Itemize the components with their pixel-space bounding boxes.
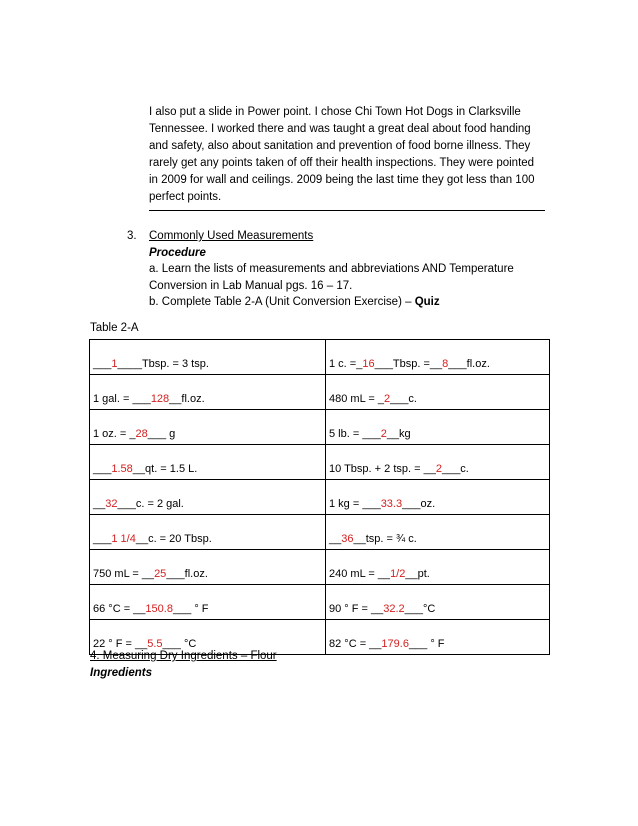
paragraph-line: in 2009 for wall and ceilings. 2009 being the last time they got less than 100 — [149, 174, 535, 186]
quiz-label: Quiz — [414, 296, 440, 308]
cell-text: ___ — [93, 463, 112, 475]
cell-text: ___c. = 2 gal. — [117, 498, 184, 510]
cell-text: 1 c. =_ — [329, 358, 363, 370]
cell-text: 750 mL = __ — [93, 568, 155, 580]
cell-text: __c. = 20 Tbsp. — [135, 533, 212, 545]
cell-text: ___ — [93, 533, 112, 545]
table-row — [90, 480, 550, 515]
cell-text: 240 mL = __ — [329, 568, 391, 580]
intro-paragraph — [149, 104, 549, 206]
cell-text: 22 ° F = __ — [93, 638, 148, 650]
table-cell — [326, 480, 550, 515]
answer-value: 32.2 — [383, 603, 405, 615]
answer-value: 150.8 — [145, 603, 173, 615]
answer-value: 33.3 — [380, 498, 403, 510]
section-title: Commonly Used Measurements — [149, 230, 314, 242]
paragraph-line: I also put a slide in Power point. I chose Chi Town Hot Dogs in Clarksville — [149, 106, 521, 118]
table-cell — [90, 585, 326, 620]
cell-text: __ — [329, 533, 342, 545]
cell-text: 82 °C = __ — [329, 638, 382, 650]
table-cell — [90, 515, 326, 550]
table-cell — [90, 375, 326, 410]
answer-value: 25 — [154, 568, 167, 580]
table-cell — [90, 445, 326, 480]
ingredients-label: Ingredients — [90, 667, 152, 679]
cell-text: __kg — [386, 428, 411, 440]
answer-value: 128 — [150, 393, 170, 405]
table-cell — [326, 445, 550, 480]
cell-text: ___ g — [147, 428, 176, 440]
answer-value: 179.6 — [381, 638, 409, 650]
table-cell — [326, 620, 550, 655]
cell-text: 66 °C = __ — [93, 603, 146, 615]
answer-value: 1/2 — [390, 568, 406, 580]
table-row — [90, 340, 550, 375]
step-b-text: b. Complete Table 2-A (Unit Conversion Exercise) – — [149, 296, 415, 308]
table-row — [90, 445, 550, 480]
table-cell — [90, 480, 326, 515]
table-row — [90, 515, 550, 550]
table-cell — [326, 410, 550, 445]
answer-value: 1 — [111, 358, 118, 370]
table-caption: Table 2-A — [90, 322, 139, 334]
answer-value: 28 — [135, 428, 148, 440]
paragraph-line: perfect points. — [149, 191, 222, 203]
section-4-title: 4. Measuring Dry Ingredients – Flour — [90, 650, 277, 662]
cell-text: ___ — [93, 358, 112, 370]
cell-text: __ — [93, 498, 106, 510]
step-b — [149, 294, 549, 311]
table-cell — [326, 515, 550, 550]
section-4 — [90, 648, 277, 682]
cell-text: ___c. — [441, 463, 469, 475]
answer-value: 1.58 — [111, 463, 133, 475]
cell-text: __qt. = 1.5 L. — [132, 463, 198, 475]
table-row — [90, 550, 550, 585]
procedure-label: Procedure — [149, 246, 206, 259]
table-cell — [90, 340, 326, 375]
cell-text: 1 kg = ___ — [329, 498, 381, 510]
cell-text: 1 oz. = _ — [93, 428, 136, 440]
answer-value: 2 — [380, 428, 387, 440]
cell-text: 480 mL = _ — [329, 393, 384, 405]
cell-text: 90 ° F = __ — [329, 603, 384, 615]
paragraph-line: rarely get any points taken of off their health inspections. They were pointed — [149, 157, 535, 169]
cell-text: __fl.oz. — [169, 393, 205, 405]
table-row — [90, 410, 550, 445]
answer-value: 36 — [341, 533, 354, 545]
cell-text: __pt. — [405, 568, 430, 580]
table-row — [90, 375, 550, 410]
answer-value: 2 — [435, 463, 442, 475]
answer-value: 32 — [105, 498, 118, 510]
cell-text: ___ ° F — [172, 603, 209, 615]
answer-value: 8 — [442, 358, 449, 370]
cell-text: 10 Tbsp. + 2 tsp. = __ — [329, 463, 436, 475]
conversion-table — [89, 339, 550, 655]
cell-text: __tsp. = ¾ c. — [353, 533, 417, 545]
cell-text: ___°C — [404, 603, 436, 615]
table-cell — [326, 375, 550, 410]
step-a-line: a. Learn the lists of measurements and abbreviations AND Temperature — [149, 263, 514, 275]
cell-text: ___fl.oz. — [448, 358, 490, 370]
table-cell — [90, 550, 326, 585]
answer-value: 1 1/4 — [111, 533, 136, 545]
table-cell — [326, 550, 550, 585]
step-a-line: Conversion in Lab Manual pgs. 16 – 17. — [149, 279, 353, 292]
cell-text: ___oz. — [402, 498, 436, 510]
answer-value: 16 — [362, 358, 375, 370]
table-cell — [326, 585, 550, 620]
section-number: 3. — [127, 230, 137, 242]
cell-text: 5 lb. = ___ — [329, 428, 381, 440]
table-cell — [90, 410, 326, 445]
cell-text: ___ ° F — [408, 638, 445, 650]
paragraph-line: Tennessee. I worked there and was taught a great deal about food handing — [149, 123, 531, 135]
cell-text: ___Tbsp. =__ — [374, 358, 443, 370]
cell-text: ____Tbsp. = 3 tsp. — [117, 358, 209, 370]
table-cell — [326, 340, 550, 375]
table-row — [90, 585, 550, 620]
cell-text: 1 gal. = ___ — [93, 393, 151, 405]
answer-value: 5.5 — [147, 638, 163, 650]
cell-text: ___c. — [390, 393, 417, 405]
horizontal-rule — [149, 210, 545, 211]
answer-value: 2 — [383, 393, 391, 405]
cell-text: ___fl.oz. — [166, 568, 208, 580]
paragraph-line: and safety, also about sanitation and prevention of food borne illness. They — [149, 140, 531, 152]
cell-text: ___ °C — [162, 638, 197, 650]
